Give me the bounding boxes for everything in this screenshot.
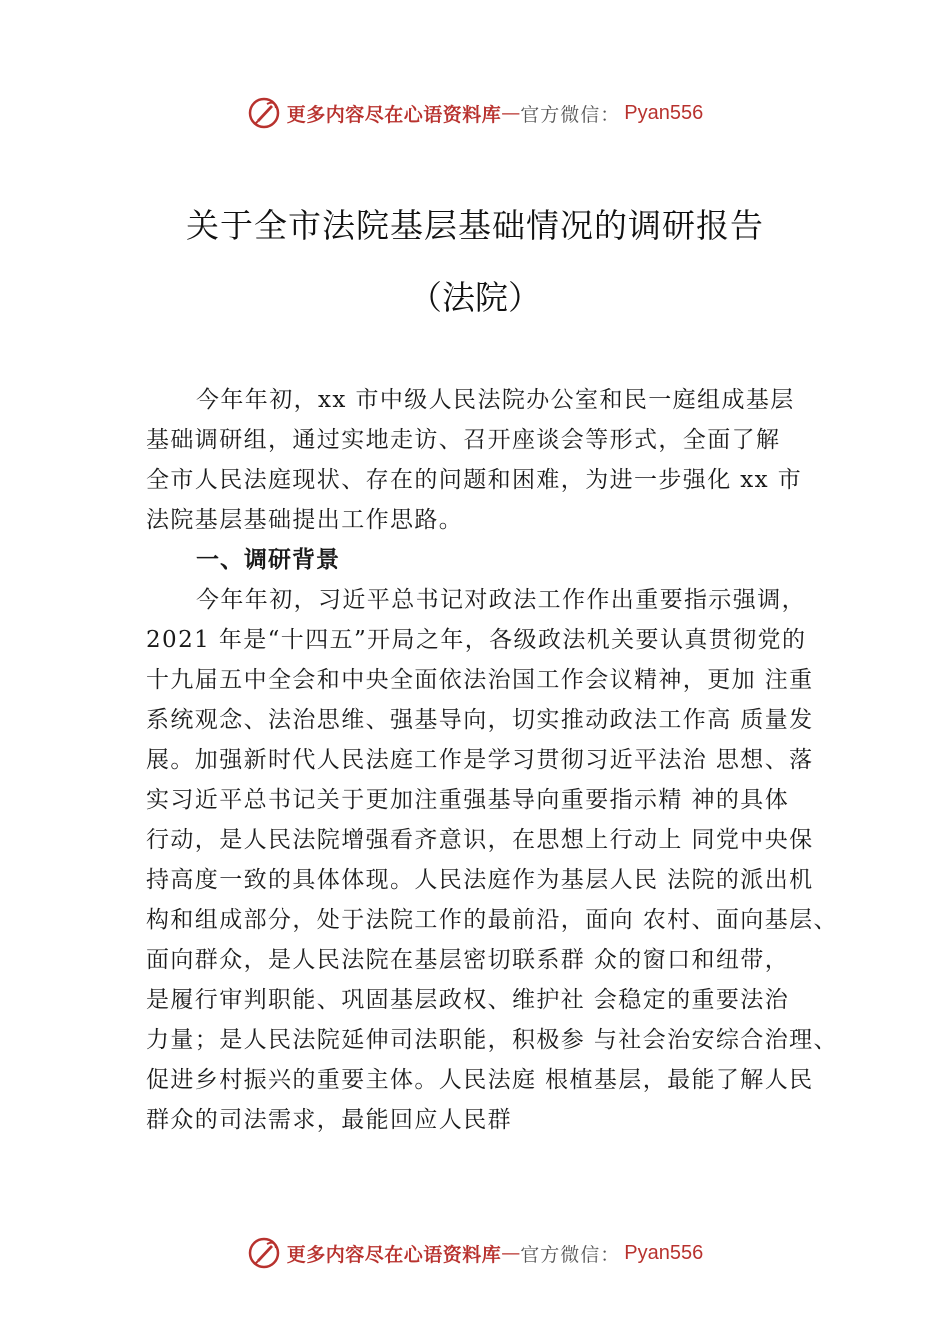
header-watermark — [0, 93, 950, 133]
intro-line: 今年年初，xx 市中级人民法院办公室和民一庭组成基层 — [196, 387, 795, 413]
intro-line: 基础调研组，通过实地走访、召开座谈会等形式，全面了解 — [146, 427, 781, 453]
watermark-wechat-id: Pyan556 — [624, 101, 704, 124]
watermark-wechat-id: Pyan556 — [624, 1241, 704, 1264]
body-line: 行动，是人民法院增强看齐意识，在思想上行动上 同党中央保 — [146, 827, 814, 853]
body-line: 今年年初，习近平总书记对政法工作作出重要指示强调， — [196, 587, 806, 613]
watermark-text: 更多内容尽在心语资料库 — [286, 103, 502, 126]
watermark-label: 官方微信： — [520, 1243, 621, 1266]
quill-pen-icon — [247, 96, 281, 130]
body-line: 构和组成部分，处于法院工作的最前沿，面向 农村、面向基层、 — [146, 907, 838, 933]
body-line: 2021 年是“十四五”开局之年，各级政法机关要认真贯彻党的 — [146, 627, 807, 653]
page-title: 关于全市法院基层基础情况的调研报告 — [186, 206, 764, 245]
body-line: 持高度一致的具体体现。人民法庭作为基层人民 法院的派出机 — [146, 867, 814, 893]
body-line: 十九届五中全会和中央全面依法治国工作会议精神，更加 注重 — [146, 667, 814, 693]
body-line: 群众的司法需求，最能回应人民群 — [146, 1107, 512, 1133]
section-heading: 一、调研背景 — [196, 547, 340, 573]
watermark-text: 更多内容尽在心语资料库 — [286, 1243, 502, 1266]
body-line: 实习近平总书记关于更加注重强基导向重要指示精 神的具体 — [146, 787, 790, 813]
footer-watermark — [0, 1233, 950, 1273]
watermark-label: 官方微信： — [520, 103, 621, 126]
body-line: 促进乡村振兴的重要主体。人民法庭 根植基层，最能了解人民 — [146, 1067, 814, 1093]
document-body — [146, 380, 846, 1140]
body-line: 系统观念、法治思维、强基导向，切实推动政法工作高 质量发 — [146, 707, 814, 733]
body-line: 力量；是人民法院延伸司法职能，积极参 与社会治安综合治理、 — [146, 1027, 838, 1053]
body-line: 面向群众，是人民法院在基层密切联系群 众的窗口和纽带， — [146, 947, 790, 973]
page-subtitle: （法院） — [409, 278, 541, 317]
intro-line: 法院基层基础提出工作思路。 — [146, 507, 464, 533]
quill-pen-icon — [247, 1236, 281, 1270]
body-line: 展。加强新时代人民法庭工作是学习贯彻习近平法治 思想、落 — [146, 747, 814, 773]
body-line: 是履行审判职能、巩固基层政权、维护社 会稳定的重要法治 — [146, 987, 790, 1013]
watermark-separator: — — [501, 102, 521, 124]
watermark-separator: — — [501, 1242, 521, 1264]
intro-line: 全市人民法庭现状、存在的问题和困难，为进一步强化 xx 市 — [146, 467, 803, 493]
